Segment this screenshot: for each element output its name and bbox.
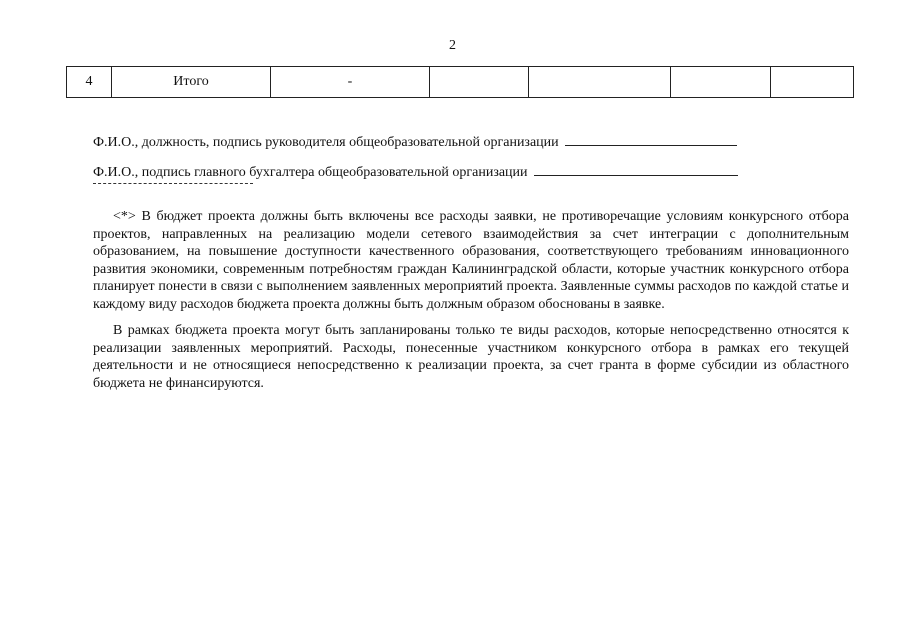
table-cell: [671, 67, 771, 98]
table-cell: [771, 67, 854, 98]
budget-note-text: В рамках бюджета проекта могут быть запланированы только те виды расходов, которые непосредственно относятся к реализации заявленных мероприятий. Расходы, понесенные участником конкурсного отбора в рамках его текущей деятельности и не относящиеся непосредственно к реализации проекта, за счет гранта в форме субсидии из областного бюджета не финансируются.: [93, 323, 849, 391]
footnote-paragraph: [93, 208, 849, 314]
table-row: [67, 67, 854, 98]
table-cell: [529, 67, 671, 98]
table-cell: [430, 67, 529, 98]
accountant-signature-blank: [534, 163, 738, 176]
table-cell: -: [271, 67, 430, 98]
row-number-cell: 4: [67, 67, 112, 98]
footnote-separator: [93, 183, 253, 184]
footnote-text: <*> В бюджет проекта должны быть включены все расходы заявки, не противоречащие условиям конкурсного отбора проектов, направленных на реализацию модели сетевого взаимодействия за счет интеграции с дополнительным образованием, на повышение доступности качественного образования, соответствующего требованиям инновационного развития экономики, современным потребностям граждан Калининградской области, которые участник конкурсного отбора планирует понести в связи с выполнением заявленных мероприятий проекта. Заявленные суммы расходов по каждой статье и каждому виду расходов бюджета проекта должны быть должным образом обоснованы в заявке.: [93, 209, 849, 312]
budget-note-paragraph: [93, 322, 849, 392]
total-row-table: [66, 66, 854, 98]
row-label-cell: Итого: [112, 67, 271, 98]
accountant-signature-label: Ф.И.О., подпись главного бухгалтера общеобразовательной организации: [93, 165, 528, 180]
accountant-signature-line: [93, 163, 738, 181]
director-signature-line: [93, 133, 737, 151]
director-signature-blank: [565, 133, 737, 146]
director-signature-label: Ф.И.О., должность, подпись руководителя общеобразовательной организации: [93, 135, 559, 150]
page-number: 2: [449, 38, 456, 53]
